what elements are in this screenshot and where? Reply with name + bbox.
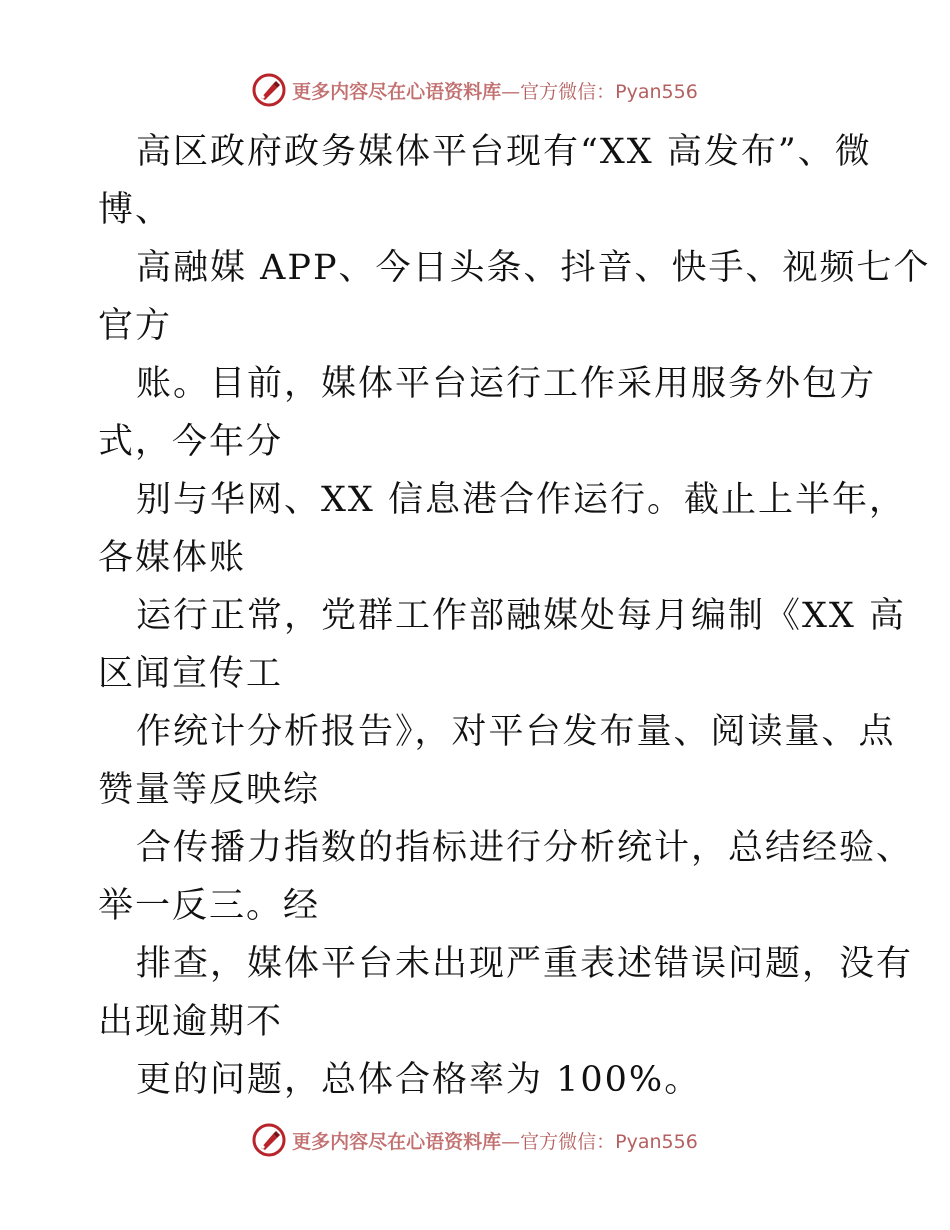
body-line: 博、: [98, 190, 173, 230]
body-line: 作统计分析报告》，对平台发布量、阅读量、点: [136, 712, 896, 752]
pen-logo-icon: [252, 1123, 286, 1157]
body-line: 更的问题，总体合格率为 100%。: [136, 1060, 702, 1100]
header-banner-text: [292, 77, 698, 104]
body-line: 运行正常，党群工作部融媒处每月编制《XX 高: [136, 596, 906, 636]
body-line: 赞量等反映综: [98, 770, 321, 810]
pen-logo-icon: [252, 73, 286, 107]
footer-contact: 官方微信：Pyan556: [520, 1130, 698, 1153]
body-line: 举一反三。经: [98, 886, 321, 926]
footer-separator: —: [501, 1130, 521, 1153]
document-body: [98, 123, 931, 1109]
footer-banner: [0, 1120, 950, 1160]
header-brand: 更多内容尽在心语资料库: [292, 80, 502, 103]
footer-brand: 更多内容尽在心语资料库: [292, 1130, 502, 1153]
header-contact: 官方微信：Pyan556: [520, 80, 698, 103]
body-line: 合传播力指数的指标进行分析统计，总结经验、: [136, 828, 914, 868]
header-banner: [0, 70, 950, 110]
footer-banner-text: [292, 1127, 698, 1154]
body-line: 排查，媒体平台未出现严重表述错误问题，没有: [136, 944, 914, 984]
body-line: 别与华网、XX 信息港合作运行。截止上半年，: [136, 480, 906, 520]
body-line: 账。目前，媒体平台运行工作采用服务外包方: [136, 364, 877, 404]
body-line: 高区政府政务媒体平台现有“XX 高发布”、微: [136, 132, 872, 172]
body-line: 高融媒 APP、今日头条、抖音、快手、视频七个: [136, 248, 931, 288]
body-line: 出现逾期不: [98, 1002, 284, 1042]
body-line: 官方: [98, 306, 173, 346]
body-line: 式，今年分: [98, 422, 284, 462]
body-line: 区闻宣传工: [98, 654, 284, 694]
header-separator: —: [501, 80, 521, 103]
body-line: 各媒体账: [98, 538, 247, 578]
